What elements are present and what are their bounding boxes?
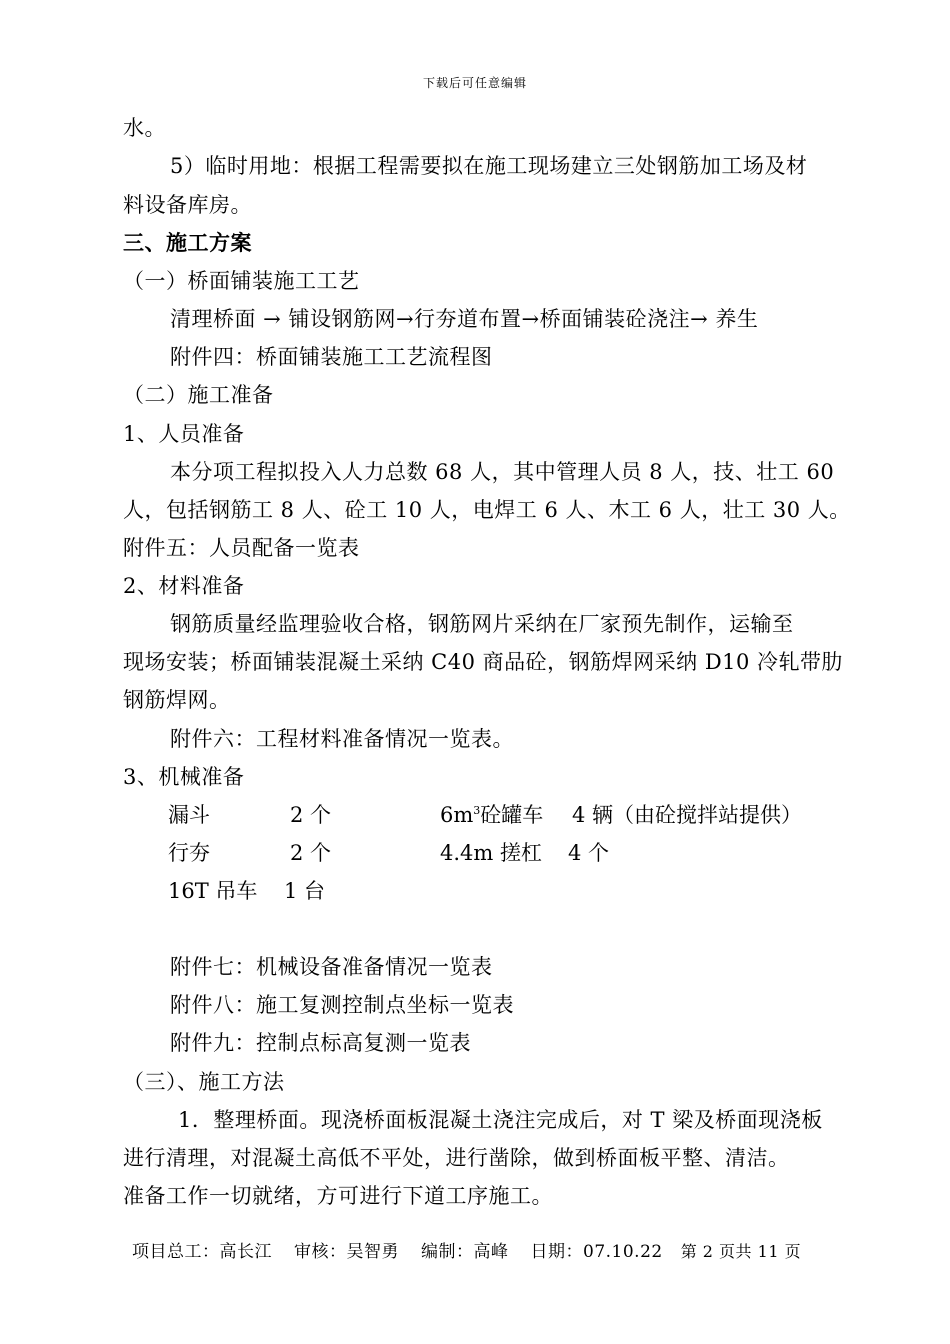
method-paragraph-line2: 进行清理，对混凝土高低不平处，进行凿除，做到桥面板平整、清洁。: [123, 1146, 790, 1170]
paragraph-temporary-land: 5）临时用地：根据工程需要拟在施工现场建立三处钢筋加工场及材: [170, 154, 808, 178]
subsection-heading-2: （二）施工准备: [123, 383, 274, 407]
material-paragraph-line2: 现场安装；桥面铺装混凝土采纳 C40 商品砼，钢筋焊网采纳 D10 冷轧带肋: [123, 650, 844, 674]
footer-reviewer: 审核：吴智勇: [294, 1242, 399, 1262]
item-material-prep: 2、材料准备: [123, 574, 245, 598]
attachment-5: 附件五：人员配备一览表: [123, 536, 360, 560]
subsection-heading-3: （三）、施工方法: [123, 1070, 285, 1094]
page-footer: [132, 1237, 801, 1262]
machine-name: 行夯: [168, 841, 210, 865]
machine-qty: 2 个: [290, 841, 332, 865]
footer-date: 日期：07.10.22: [530, 1242, 663, 1262]
machine-name: 16T 吊车: [168, 879, 258, 903]
footer-editor: 编制：高峰: [421, 1242, 509, 1262]
staff-paragraph-line1: 本分项工程拟投入人力总数 68 人，其中管理人员 8 人，技、壮工 60: [170, 460, 835, 484]
attachment-4: 附件四：桥面铺装施工工艺流程图: [170, 345, 493, 369]
method-paragraph-line3: 准备工作一切就绪，方可进行下道工序施工。: [123, 1184, 553, 1208]
footer-chief-engineer: 项目总工：高长江: [132, 1242, 272, 1262]
machine-name-2: 4.4m 搓杠: [440, 841, 542, 865]
process-flow-text: 清理桥面 → 铺设钢筋网→行夯道布置→桥面铺装砼浇注→ 养生: [170, 307, 759, 331]
machine-name: 漏斗: [168, 803, 210, 827]
footer-page-number: 第 2 页共 11 页: [680, 1242, 802, 1261]
material-paragraph-line1: 钢筋质量经监理验收合格，钢筋网片采纳在厂家预先制作，运输至: [170, 612, 794, 636]
attachment-8: 附件八：施工复测控制点坐标一览表: [170, 993, 514, 1017]
material-paragraph-line3: 钢筋焊网。: [123, 688, 231, 712]
paragraph-continuation: 水。: [123, 116, 166, 140]
page-header: 下载后可任意编辑: [422, 76, 527, 90]
subsection-heading-1: （一）桥面铺装施工工艺: [123, 269, 360, 293]
machine-qty: 2 个: [290, 803, 332, 827]
attachment-7: 附件七：机械设备准备情况一览表: [170, 955, 493, 979]
machine-qty: 1 台: [284, 879, 326, 903]
section-heading: 三、施工方案: [123, 230, 252, 255]
machine-qty-2: 4 个: [568, 841, 610, 865]
attachment-6: 附件六：工程材料准备情况一览表。: [170, 727, 514, 751]
machine-qty-2: 4 辆（由砼搅拌站提供）: [572, 803, 803, 827]
machine-name-2: $6m^3$砼罐车: [440, 803, 544, 827]
method-paragraph-line1: 1．整理桥面。现浇桥面板混凝土浇注完成后，对 T 梁及桥面现浇板: [178, 1108, 823, 1132]
paragraph-temporary-land-cont: 料设备库房。: [123, 193, 252, 217]
staff-paragraph-line2: 人，包括钢筋工 8 人、砼工 10 人，电焊工 6 人、木工 6 人，壮工 30 人。: [123, 498, 851, 522]
item-machinery-prep: 3、机械准备: [123, 765, 245, 789]
attachment-9: 附件九：控制点标高复测一览表: [170, 1031, 471, 1055]
item-staff-prep: 1、人员准备: [123, 422, 245, 446]
